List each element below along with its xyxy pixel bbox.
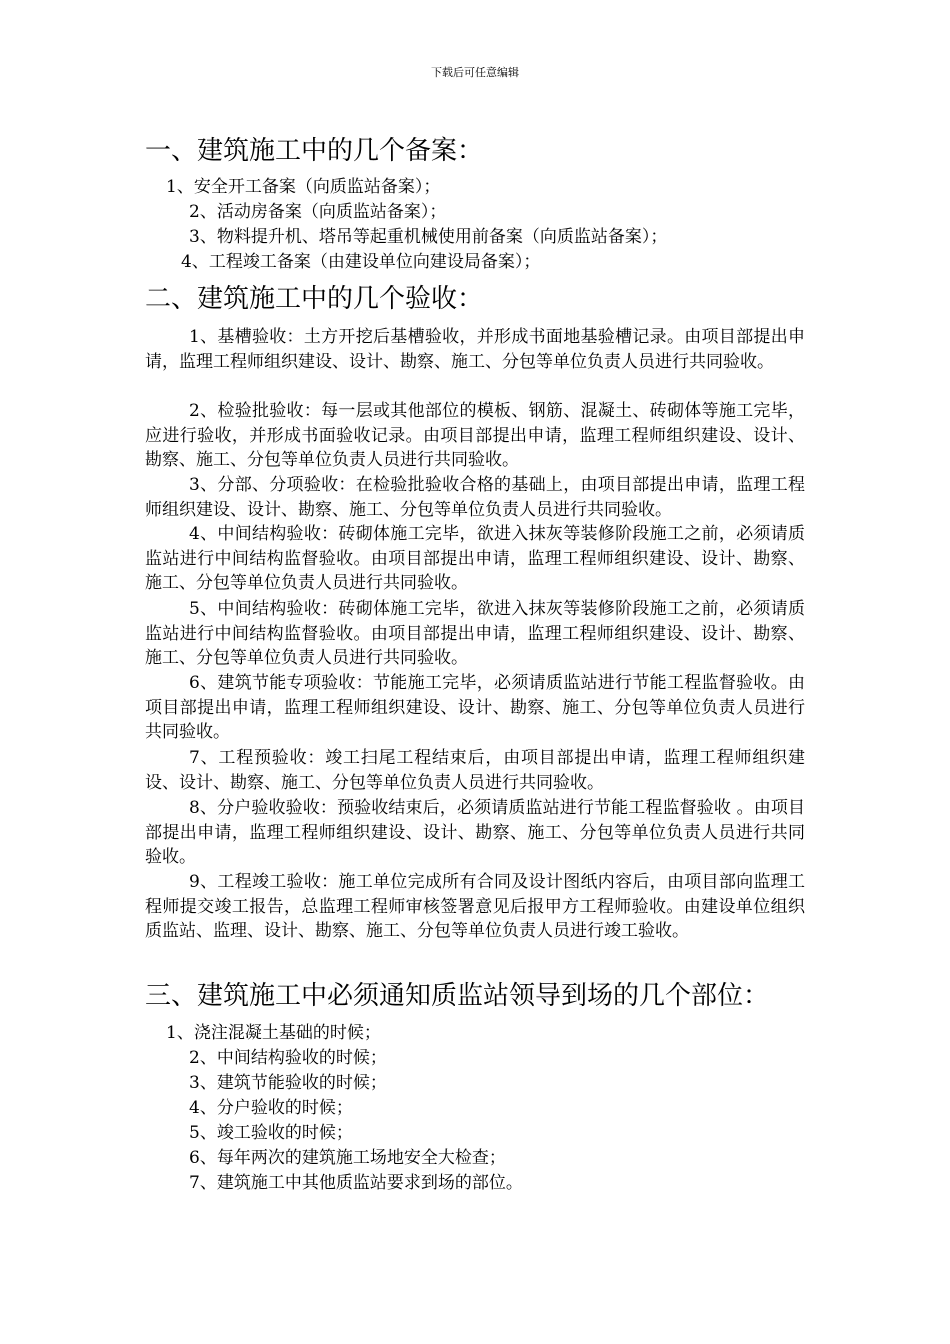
section-2-item: 6、建筑节能专项验收：节能施工完毕，必须请质监站进行节能工程监督验收。由项目部提出申请，监理工程师组织建设、设计、勘察、施工、分包等单位负责人员进行共同验收。 (145, 673, 805, 743)
section-2-item: 9、工程竣工验收：施工单位完成所有合同及设计图纸内容后，由项目部向监理工程师提交竣工报告，总监理工程师审核签署意见后报甲方工程师验收。由建设单位组织质监站、监理、设计、勘察、施工、分包等单位负责人员进行竣工验收。 (145, 872, 805, 942)
section-2-item: 7、工程预验收：竣工扫尾工程结束后，由项目部提出申请，监理工程师组织建设、设计、勘察、施工、分包等单位负责人员进行共同验收。 (145, 748, 805, 793)
section-2-title: 二、建筑施工中的几个验收： (145, 284, 484, 314)
section-3-title: 三、建筑施工中必须通知质监站领导到场的几个部位： (145, 981, 770, 1011)
section-3-item: 3、建筑节能验收的时候； (189, 1073, 387, 1093)
section-2-item: 3、分部、分项验收：在检验批验收合格的基础上，由项目部提出申请，监理工程师组织建设、设计、勘察、施工、分包等单位负责人员进行共同验收。 (145, 475, 805, 520)
section-2-item: 1、基槽验收：土方开挖后基槽验收，并形成书面地基验槽记录。由项目部提出申请，监理工程师组织建设、设计、勘察、施工、分包等单位负责人员进行共同验收。 (145, 327, 805, 372)
section-3-item: 1、浇注混凝土基础的时候； (166, 1023, 381, 1043)
section-3-item: 7、建筑施工中其他质监站要求到场的部位。 (189, 1173, 523, 1193)
section-1-item: 4、工程竣工备案（由建设单位向建设局备案）； (181, 252, 541, 272)
section-2-item: 8、分户验收验收：预验收结束后，必须请质监站进行节能工程监督验收 。由项目部提出申请，监理工程师组织建设、设计、勘察、施工、分包等单位负责人员进行共同验收。 (145, 798, 805, 868)
section-1-item: 3、物料提升机、塔吊等起重机械使用前备案（向质监站备案）； (189, 227, 668, 247)
section-1-item: 2、活动房备案（向质监站备案）； (189, 202, 447, 222)
section-2-item: 4、中间结构验收：砖砌体施工完毕，欲进入抹灰等装修阶段施工之前，必须请质监站进行中间结构监督验收。由项目部提出申请，监理工程师组织建设、设计、勘察、施工、分包等单位负责人员进行共同验收。 (145, 524, 805, 594)
section-3-item: 2、中间结构验收的时候； (189, 1048, 387, 1068)
page-header: 下载后可任意编辑 (431, 66, 519, 79)
section-2-item: 2、检验批验收：每一层或其他部位的模板、钢筋、混凝土、砖砌体等施工完毕，应进行验收，并形成书面验收记录。由项目部提出申请，监理工程师组织建设、设计、勘察、施工、分包等单位负责人员进行共同验收。 (145, 401, 805, 471)
section-3-item: 5、竣工验收的时候； (189, 1123, 353, 1143)
section-3-item: 4、分户验收的时候； (189, 1098, 353, 1118)
section-1-item: 1、安全开工备案（向质监站备案）； (166, 177, 441, 197)
section-3-item: 6、每年两次的建筑施工场地安全大检查； (189, 1148, 506, 1168)
section-1-title: 一、建筑施工中的几个备案： (145, 136, 484, 166)
section-2-item: 5、中间结构验收：砖砌体施工完毕，欲进入抹灰等装修阶段施工之前，必须请质监站进行中间结构监督验收。由项目部提出申请，监理工程师组织建设、设计、勘察、施工、分包等单位负责人员进行共同验收。 (145, 599, 805, 669)
